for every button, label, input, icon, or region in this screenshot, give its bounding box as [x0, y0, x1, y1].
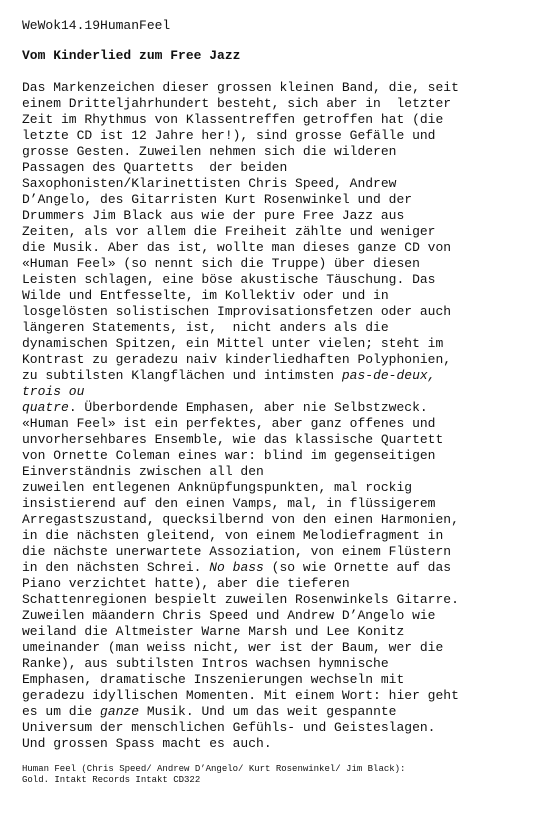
text-run: längeren Statements, ist, nicht anders als die: [22, 320, 389, 335]
text-run: Saxophonisten/Klarinettisten Chris Speed, Andrew: [22, 176, 397, 191]
text-run: zu subtilsten Klangflächen und intimsten: [22, 368, 342, 383]
body-text-line: [22, 608, 522, 624]
body-text-line: [22, 112, 522, 128]
body-text-line: [22, 128, 522, 144]
text-run: Wilde und Entfesselte, im Kollektiv oder und in: [22, 288, 389, 303]
text-run: Arregastszustand, quecksilbernd von den einen Harmonien,: [22, 512, 459, 527]
text-run: Universum der menschlichen Gefühls- und Geisteslagen.: [22, 720, 436, 735]
body-text-line: [22, 560, 522, 576]
body-text-line: [22, 320, 522, 336]
body-text-line: [22, 176, 522, 192]
body-text-line: [22, 688, 522, 704]
body-text-line: [22, 448, 522, 464]
body-text-line: [22, 464, 522, 480]
file-id-header: WeWok14.19HumanFeel: [22, 18, 171, 33]
body-text-line: [22, 576, 522, 592]
text-run: Das Markenzeichen dieser grossen kleinen Band, die, seit: [22, 80, 459, 95]
text-run: Leisten schlagen, eine böse akustische Täuschung. Das: [22, 272, 436, 287]
release-credits: [22, 764, 522, 786]
body-text-line: [22, 640, 522, 656]
credits-line: Human Feel (Chris Speed/ Andrew D’Angelo/ Kurt Rosenwinkel/ Jim Black):: [22, 764, 406, 774]
body-text-line: [22, 160, 522, 176]
text-run: «Human Feel» ist ein perfektes, aber ganz offenes und: [22, 416, 436, 431]
text-run: Kontrast zu geradezu naiv kinderliedhaften Polyphonien,: [22, 352, 452, 367]
body-text-line: [22, 656, 522, 672]
article-title: Vom Kinderlied zum Free Jazz: [22, 48, 241, 63]
body-text-line: [22, 336, 522, 352]
body-text-line: [22, 496, 522, 512]
text-run: weiland die Altmeister Warne Marsh und Lee Konitz: [22, 624, 405, 639]
text-run: Drummers Jim Black aus wie der pure Free Jazz aus: [22, 208, 405, 223]
text-run: die Musik. Aber das ist, wollte man dieses ganze CD von: [22, 240, 452, 255]
body-text-line: [22, 224, 522, 240]
body-text-line: [22, 624, 522, 640]
italic-text: quatre: [22, 400, 69, 415]
credits-line: Gold. Intakt Records Intakt CD322: [22, 775, 201, 785]
text-run: einem Dritteljahrhundert besteht, sich aber in letzter: [22, 96, 452, 111]
italic-text: pas-de-deux,: [341, 368, 436, 383]
body-text-line: [22, 416, 522, 432]
body-text-line: [22, 704, 522, 720]
body-text-line: [22, 80, 522, 96]
body-text-line: [22, 272, 522, 288]
body-text-line: [22, 240, 522, 256]
body-text-line: [22, 736, 522, 752]
text-run: D’Angelo, des Gitarristen Kurt Rosenwinkel und der: [22, 192, 413, 207]
body-text-line: [22, 192, 522, 208]
body-text-line: [22, 144, 522, 160]
body-text-line: [22, 720, 522, 736]
text-run: Passagen des Quartetts der beiden: [22, 160, 288, 175]
body-text-line: [22, 400, 522, 416]
text-run: Einverständnis zwischen all den: [22, 464, 264, 479]
text-run: Zeiten, als vor allem die Freiheit zählte und weniger: [22, 224, 436, 239]
text-run: Ranke), aus subtilsten Intros wachsen hymnische: [22, 656, 389, 671]
text-run: zuweilen entlegenen Anknüpfungspunkten, mal rockig: [22, 480, 413, 495]
text-run: dynamischen Spitzen, ein Mittel unter vielen; steht im: [22, 336, 444, 351]
body-text-line: [22, 288, 522, 304]
body-text-line: [22, 432, 522, 448]
text-run: in den nächsten Schrei.: [22, 560, 210, 575]
text-run: geradezu idyllischen Momenten. Mit einem Wort: hier geht: [22, 688, 459, 703]
text-run: die nächste unerwartete Assoziation, von einem Flüstern: [22, 544, 452, 559]
text-run: insistierend auf den einen Vamps, mal, in flüssigerem: [22, 496, 436, 511]
italic-text: ganze: [100, 704, 140, 719]
text-run: Und grossen Spass macht es auch.: [22, 736, 272, 751]
text-run: Piano verzichtet hatte), aber die tieferen: [22, 576, 350, 591]
text-run: es um die: [22, 704, 101, 719]
text-run: Zeit im Rhythmus von Klassentreffen getroffen hat (die: [22, 112, 444, 127]
body-text-line: [22, 384, 522, 400]
body-text-line: [22, 352, 522, 368]
text-run: «Human Feel» (so nennt sich die Truppe) über diesen: [22, 256, 420, 271]
text-run: losgelösten solistischen Improvisationsfetzen oder auch: [22, 304, 452, 319]
body-text-line: [22, 512, 522, 528]
body-text-line: [22, 528, 522, 544]
body-text-line: [22, 592, 522, 608]
article-body: [22, 80, 522, 752]
text-run: in die nächsten gleitend, von einem Melodiefragment in: [22, 528, 444, 543]
italic-text: trois ou: [22, 384, 85, 399]
italic-text: No bass: [209, 560, 264, 575]
body-text-line: [22, 544, 522, 560]
text-run: grosse Gesten. Zuweilen nehmen sich die wilderen: [22, 144, 397, 159]
text-run: (so wie Ornette auf das: [263, 560, 452, 575]
text-run: Zuweilen mäandern Chris Speed und Andrew D’Angelo wie: [22, 608, 436, 623]
text-run: von Ornette Coleman eines war: blind im gegenseitigen: [22, 448, 436, 463]
text-run: letzte CD ist 12 Jahre her!), sind grosse Gefälle und: [22, 128, 436, 143]
text-run: Musik. Und um das weit gespannte: [139, 704, 397, 719]
text-run: . Überbordende Emphasen, aber nie Selbstzweck.: [68, 400, 428, 415]
body-text-line: [22, 304, 522, 320]
text-run: unvorhersehbares Ensemble, wie das klassische Quartett: [22, 432, 444, 447]
body-text-line: [22, 480, 522, 496]
text-run: umeinander (man weiss nicht, wer ist der Baum, wer die: [22, 640, 444, 655]
body-text-line: [22, 368, 522, 384]
body-text-line: [22, 96, 522, 112]
text-run: Emphasen, dramatische Inszenierungen wechseln mit: [22, 672, 405, 687]
body-text-line: [22, 672, 522, 688]
body-text-line: [22, 256, 522, 272]
body-text-line: [22, 208, 522, 224]
text-run: Schattenregionen bespielt zuweilen Rosenwinkels Gitarre.: [22, 592, 459, 607]
